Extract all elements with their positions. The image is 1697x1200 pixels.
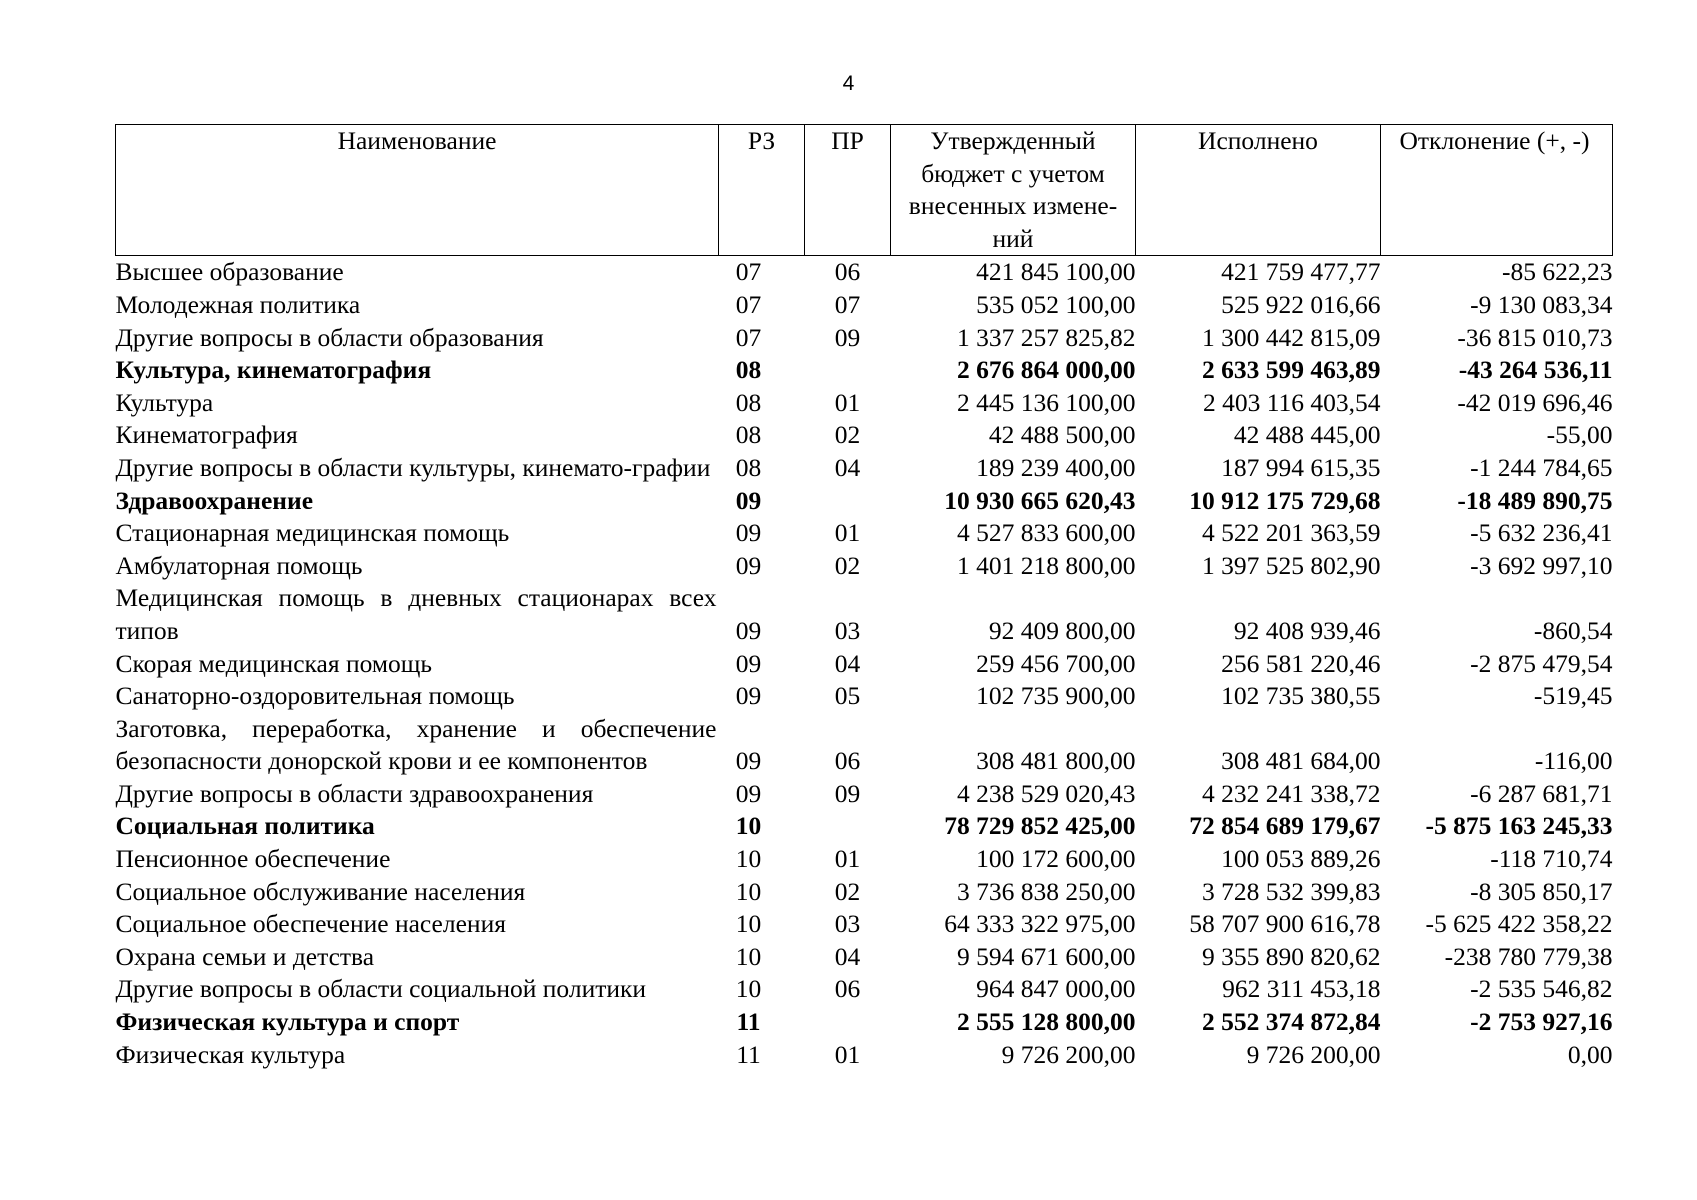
row-executed-amount: 72 854 689 179,67: [1189, 811, 1381, 841]
table-row: [116, 452, 1613, 485]
row-deviation-amount: -18 489 890,75: [1457, 485, 1613, 515]
row-deviation-amount: -5 632 236,41: [1470, 518, 1613, 548]
row-deviation-amount: -55,00: [1546, 420, 1613, 450]
row-executed-amount: 42 488 445,00: [1233, 420, 1381, 450]
row-name: Другие вопросы в области здравоохранения: [115, 778, 594, 808]
row-name: Социальное обеспечение населения: [115, 909, 506, 939]
row-executed-amount: 9 355 890 820,62: [1202, 941, 1381, 971]
row-name: Здравоохранение: [115, 485, 314, 515]
row-deviation-amount: -42 019 696,46: [1457, 387, 1613, 417]
row-deviation-amount: -118 710,74: [1490, 844, 1613, 874]
table-row: [116, 517, 1613, 550]
row-approved-amount: 42 488 500,00: [988, 420, 1136, 450]
table-row: [116, 908, 1613, 941]
row-pr-code: [805, 810, 891, 843]
table-row: [116, 256, 1613, 289]
row-approved-amount: 9 726 200,00: [1001, 1039, 1136, 1069]
row-name: Другие вопросы в области социальной политики: [115, 974, 647, 1004]
row-executed-amount: 2 633 599 463,89: [1202, 355, 1381, 385]
row-deviation-amount: -860,54: [1533, 615, 1613, 645]
table-row: [116, 648, 1613, 681]
row-executed-amount: 308 481 684,00: [1221, 746, 1381, 776]
table-header-row: [116, 125, 1613, 256]
table-row: [116, 582, 1613, 647]
row-name: Охрана семьи и детства: [115, 941, 375, 971]
row-rz-code: 07: [735, 257, 762, 287]
row-pr-code: 05: [834, 681, 861, 711]
page-number: 4: [842, 72, 855, 95]
row-name: Амбулаторная помощь: [115, 550, 363, 580]
row-rz-code: 08: [735, 420, 762, 450]
table-row: [116, 778, 1613, 811]
table-row: [116, 419, 1613, 452]
header-approved: Утвержденный бюджет с учетом внесенных измене-ний: [891, 125, 1136, 256]
row-deviation-amount: -8 305 850,17: [1470, 876, 1613, 906]
table-row: [116, 485, 1613, 518]
row-executed-amount: 58 707 900 616,78: [1189, 909, 1381, 939]
row-approved-amount: 535 052 100,00: [976, 289, 1136, 319]
row-pr-code: 01: [834, 1039, 861, 1069]
row-pr-code: 09: [834, 778, 861, 808]
row-executed-amount: 102 735 380,55: [1221, 681, 1381, 711]
row-deviation-amount: -36 815 010,73: [1457, 322, 1613, 352]
row-executed-amount: 4 232 241 338,72: [1202, 778, 1381, 808]
row-name: Пенсионное обеспечение: [115, 844, 391, 874]
row-rz-code: 08: [735, 452, 762, 482]
row-pr-code: 01: [834, 387, 861, 417]
row-pr-code: 04: [834, 648, 861, 678]
row-deviation-amount: -238 780 779,38: [1444, 941, 1613, 971]
header-deviation: Отклонение (+, -): [1381, 125, 1613, 256]
row-name: Кинематография: [115, 420, 298, 450]
row-rz-code: 09: [735, 550, 762, 580]
row-pr-code: 03: [834, 615, 861, 645]
row-rz-code: 09: [735, 746, 762, 776]
row-pr-code: 04: [834, 941, 861, 971]
row-name: Физическая культура и спорт: [115, 1007, 460, 1037]
row-executed-amount: 4 522 201 363,59: [1202, 518, 1381, 548]
row-executed-amount: 1 300 442 815,09: [1202, 322, 1381, 352]
row-executed-amount: 3 728 532 399,83: [1202, 876, 1381, 906]
row-approved-amount: 64 333 322 975,00: [944, 909, 1136, 939]
row-executed-amount: 1 397 525 802,90: [1202, 550, 1381, 580]
row-deviation-amount: -5 625 422 358,22: [1425, 909, 1613, 939]
row-pr-code: [805, 1006, 891, 1039]
row-approved-amount: 1 401 218 800,00: [957, 550, 1136, 580]
row-pr-code: 07: [834, 289, 861, 319]
row-deviation-amount: -5 875 163 245,33: [1425, 811, 1613, 841]
row-rz-code: 11: [736, 1007, 761, 1037]
row-deviation-amount: -2 535 546,82: [1470, 974, 1613, 1004]
row-executed-amount: 2 552 374 872,84: [1202, 1007, 1381, 1037]
row-deviation-amount: -3 692 997,10: [1470, 550, 1613, 580]
row-approved-amount: 10 930 665 620,43: [944, 485, 1136, 515]
budget-execution-table: [115, 124, 1613, 1071]
row-rz-code: 07: [735, 289, 762, 319]
row-pr-code: 01: [834, 518, 861, 548]
row-pr-code: [805, 485, 891, 518]
row-deviation-amount: 0,00: [1567, 1039, 1613, 1069]
row-rz-code: 11: [736, 1039, 761, 1069]
header-pr: ПР: [805, 125, 891, 256]
row-deviation-amount: -2 753 927,16: [1470, 1007, 1613, 1037]
row-pr-code: 06: [834, 974, 861, 1004]
table-row: [116, 387, 1613, 420]
row-name: Заготовка, переработка, хранение и обеспечение безопасности донорской крови и ее компонентов: [115, 713, 717, 776]
row-pr-code: 06: [834, 257, 861, 287]
row-name: Скорая медицинская помощь: [115, 648, 433, 678]
row-executed-amount: 2 403 116 403,54: [1202, 387, 1381, 417]
row-executed-amount: 421 759 477,77: [1221, 257, 1381, 287]
header-name: Наименование: [116, 125, 719, 256]
row-executed-amount: 100 053 889,26: [1221, 844, 1381, 874]
row-rz-code: 09: [735, 485, 762, 515]
row-rz-code: 10: [735, 974, 762, 1004]
table-row: [116, 322, 1613, 355]
row-name: Культура: [115, 387, 214, 417]
row-approved-amount: 1 337 257 825,82: [957, 322, 1136, 352]
row-deviation-amount: -9 130 083,34: [1470, 289, 1613, 319]
row-name: Социальное обслуживание населения: [115, 876, 526, 906]
row-executed-amount: 962 311 453,18: [1222, 974, 1381, 1004]
row-approved-amount: 2 676 864 000,00: [957, 355, 1136, 385]
row-name: Другие вопросы в области образования: [115, 322, 544, 352]
row-deviation-amount: -2 875 479,54: [1470, 648, 1613, 678]
row-approved-amount: 4 238 529 020,43: [957, 778, 1136, 808]
row-rz-code: 09: [735, 518, 762, 548]
row-rz-code: 10: [735, 811, 762, 841]
row-rz-code: 09: [735, 681, 762, 711]
table-row: [116, 941, 1613, 974]
row-pr-code: 02: [834, 550, 861, 580]
row-approved-amount: 189 239 400,00: [976, 452, 1136, 482]
row-approved-amount: 421 845 100,00: [976, 257, 1136, 287]
row-approved-amount: 964 847 000,00: [976, 974, 1136, 1004]
table-row: [116, 1006, 1613, 1039]
row-name: Социальная политика: [115, 811, 375, 841]
row-name: Высшее образование: [115, 257, 344, 287]
table-row: [116, 713, 1613, 778]
table-row: [116, 354, 1613, 387]
row-deviation-amount: -43 264 536,11: [1458, 355, 1613, 385]
row-rz-code: 10: [735, 941, 762, 971]
header-executed: Исполнено: [1136, 125, 1381, 256]
row-approved-amount: 100 172 600,00: [976, 844, 1136, 874]
row-deviation-amount: -519,45: [1533, 681, 1613, 711]
row-rz-code: 09: [735, 778, 762, 808]
row-executed-amount: 187 994 615,35: [1221, 452, 1381, 482]
row-pr-code: [805, 354, 891, 387]
row-approved-amount: 102 735 900,00: [976, 681, 1136, 711]
header-rz: РЗ: [719, 125, 805, 256]
row-pr-code: 04: [834, 452, 861, 482]
row-rz-code: 09: [735, 648, 762, 678]
table-row: [116, 550, 1613, 583]
row-name: Стационарная медицинская помощь: [115, 518, 510, 548]
table-row: [116, 289, 1613, 322]
table-body: [116, 256, 1613, 1071]
row-name: Санаторно-оздоровительная помощь: [115, 681, 515, 711]
table-row: [116, 973, 1613, 1006]
row-deviation-amount: -6 287 681,71: [1470, 778, 1613, 808]
row-pr-code: 02: [834, 420, 861, 450]
row-rz-code: 08: [735, 387, 762, 417]
row-approved-amount: 92 409 800,00: [988, 615, 1136, 645]
row-rz-code: 10: [735, 876, 762, 906]
row-executed-amount: 525 922 016,66: [1221, 289, 1381, 319]
row-name: Медицинская помощь в дневных стационарах всех типов: [115, 583, 717, 645]
row-rz-code: 10: [735, 909, 762, 939]
row-rz-code: 07: [735, 322, 762, 352]
row-pr-code: 03: [834, 909, 861, 939]
row-approved-amount: 78 729 852 425,00: [944, 811, 1136, 841]
row-approved-amount: 4 527 833 600,00: [957, 518, 1136, 548]
table-row: [116, 843, 1613, 876]
row-pr-code: 02: [834, 876, 861, 906]
table-row: [116, 810, 1613, 843]
row-name: Физическая культура: [115, 1039, 346, 1069]
row-pr-code: 06: [834, 746, 861, 776]
row-rz-code: 10: [735, 844, 762, 874]
row-approved-amount: 9 594 671 600,00: [957, 941, 1136, 971]
row-deviation-amount: -1 244 784,65: [1470, 452, 1613, 482]
row-executed-amount: 92 408 939,46: [1233, 615, 1381, 645]
row-pr-code: 01: [834, 844, 861, 874]
row-approved-amount: 2 555 128 800,00: [957, 1007, 1136, 1037]
row-approved-amount: 259 456 700,00: [976, 648, 1136, 678]
row-approved-amount: 3 736 838 250,00: [957, 876, 1136, 906]
row-executed-amount: 10 912 175 729,68: [1189, 485, 1381, 515]
row-pr-code: 09: [834, 322, 861, 352]
row-rz-code: 09: [735, 615, 762, 645]
row-executed-amount: 9 726 200,00: [1246, 1039, 1381, 1069]
row-name: Молодежная политика: [115, 289, 361, 319]
table-row: [116, 1039, 1613, 1072]
row-approved-amount: 308 481 800,00: [976, 746, 1136, 776]
row-name: Другие вопросы в области культуры, кинемато-графии: [115, 452, 711, 482]
row-deviation-amount: -85 622,23: [1502, 257, 1613, 287]
row-rz-code: 08: [735, 355, 762, 385]
row-deviation-amount: -116,00: [1534, 746, 1613, 776]
row-approved-amount: 2 445 136 100,00: [957, 387, 1136, 417]
row-name: Культура, кинематография: [115, 355, 432, 385]
row-executed-amount: 256 581 220,46: [1221, 648, 1381, 678]
table-row: [116, 876, 1613, 909]
table-row: [116, 680, 1613, 713]
